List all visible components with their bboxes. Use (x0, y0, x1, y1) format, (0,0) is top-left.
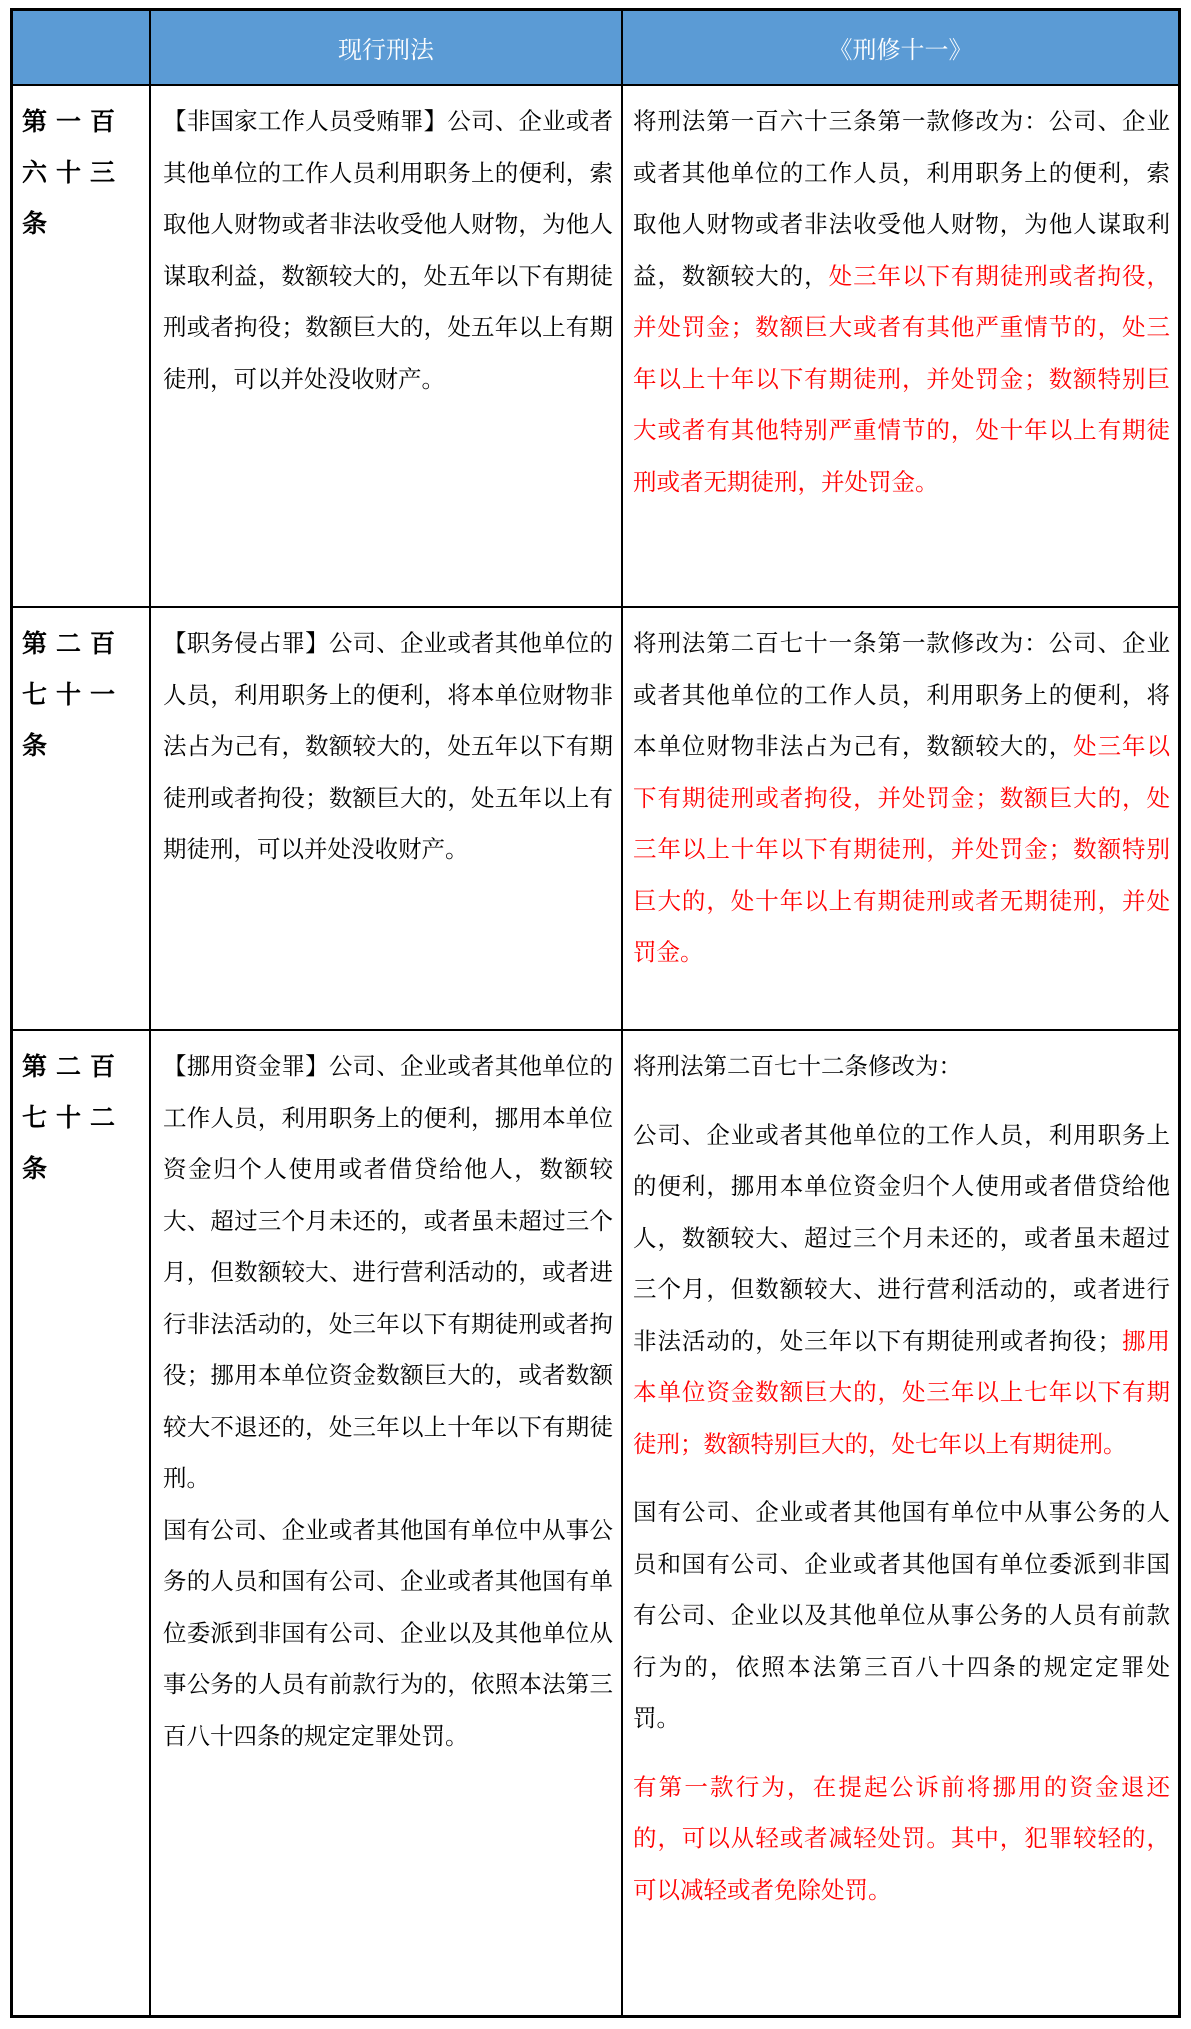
amendment-paragraph-2: 国有公司、企业或者其他国有单位中从事公务的人员和国有公司、企业或者其他国有单位委派到非国有公司、企业以及其他单位从事公务的人员有前款行为的，依照本法第三百八十四条的规定定罪处罚。 (633, 1498, 1170, 1732)
current-law-text: 【职务侵占罪】公司、企业或者其他单位的人员，利用职务上的便利，将本单位财物非法占为己有，数额较大的，处五年以下有期徒刑或者拘役；数额巨大的，处五年以上有期徒刑，可以并处没收财产。 (163, 629, 613, 863)
amendment-changed-text: 挪用本单位资金数额巨大的，处三年以上七年以下有期徒刑；数额特别巨大的，处七年以上有期徒刑。 (633, 1326, 1171, 1458)
table-row-article-272 (13, 1029, 1178, 2015)
amendment-cell (623, 86, 1178, 606)
article-cell (13, 608, 151, 1029)
amendment-unchanged-text: 公司、企业或者其他单位的工作人员，利用职务上的便利，挪用本单位资金归个人使用或者借贷给他人，数额较大、超过三个月未还的，或者虽未超过三个月，但数额较大、进行营利活动的，或者进行非法活动的，处三年以下有期徒刑或者拘役； (633, 1120, 1170, 1355)
article-number: 第二百七十二条 (22, 1052, 125, 1183)
header-current-law: 现行刑法 (151, 11, 623, 84)
current-law-cell (151, 608, 623, 1029)
header-amendment-eleven: 《刑修十一》 (828, 36, 973, 64)
amendment-paragraph-1 (633, 1110, 1170, 1471)
article-number: 第二百七十一条 (22, 629, 125, 760)
amendment-cell (623, 608, 1178, 1029)
amendment-changed-text: 处三年以下有期徒刑或者拘役，并处罚金；数额巨大或者有其他严重情节的，处三年以上十年以下有期徒刑，并处罚金；数额特别巨大或者有其他特别严重情节的，处十年以上有期徒刑或者无期徒刑，并处罚金。 (633, 261, 1171, 496)
amendment-intro: 将刑法第二百七十二条修改为： (633, 1052, 962, 1080)
amendment-changed-text: 处三年以下有期徒刑或者拘役，并处罚金；数额巨大的，处三年以上十年以下有期徒刑，并处罚金；数额特别巨大的，处十年以上有期徒刑或者无期徒刑，并处罚金。 (633, 732, 1171, 966)
table-header-row (13, 11, 1178, 84)
header-article-cell (13, 11, 151, 84)
current-law-cell (151, 86, 623, 606)
current-law-text (151, 1031, 621, 1762)
current-law-text: 【非国家工作人员受贿罪】公司、企业或者其他单位的工作人员利用职务上的便利，索取他人财物或者非法收受他人财物，为他人谋取利益，数额较大的，处五年以下有期徒刑或者拘役；数额巨大的，处五年以上有期徒刑，可以并处没收财产。 (163, 107, 613, 393)
article-cell (13, 1031, 151, 2015)
amendment-text (623, 1031, 1178, 1916)
current-law-cell (151, 1031, 623, 2015)
amendment-unchanged-text: 将刑法第二百七十一条第一款修改为：公司、企业或者其他单位的工作人员，利用职务上的便利，将本单位财物非法占为己有，数额较大的， (633, 629, 1170, 760)
amendment-text (623, 86, 1178, 508)
comparison-table (10, 8, 1181, 2018)
amendment-paragraph-3-new: 有第一款行为，在提起公诉前将挪用的资金退还的，可以从轻或者减轻处罚。其中，犯罪较轻的，可以减轻或者免除处罚。 (633, 1772, 1170, 1904)
table-row-article-271 (13, 606, 1178, 1029)
article-cell (13, 86, 151, 606)
current-law-paragraph-2: 国有公司、企业或者其他国有单位中从事公务的人员和国有公司、企业或者其他国有单位委派到非国有公司、企业以及其他单位从事公务的人员有前款行为的，依照本法第三百八十四条的规定定罪处罚。 (163, 1515, 613, 1750)
amendment-text (623, 608, 1178, 979)
article-number: 第一百六十三条 (22, 107, 125, 238)
current-law-paragraph-1: 【挪用资金罪】公司、企业或者其他单位的工作人员，利用职务上的便利，挪用本单位资金归个人使用或者借贷给他人，数额较大、超过三个月未还的，或者虽未超过三个月，但数额较大、进行营利活动的，或者进行非法活动的，处三年以下有期徒刑或者拘役；挪用本单位资金数额巨大的，或者数额较大不退还的，处三年以上十年以下有期徒刑。 (163, 1052, 613, 1492)
amendment-cell (623, 1031, 1178, 2015)
table-row-article-163 (13, 84, 1178, 606)
amendment-unchanged-text: 将刑法第一百六十三条第一款修改为：公司、企业或者其他单位的工作人员，利用职务上的便利，索取他人财物或者非法收受他人财物，为他人谋取利益，数额较大的， (633, 107, 1170, 290)
